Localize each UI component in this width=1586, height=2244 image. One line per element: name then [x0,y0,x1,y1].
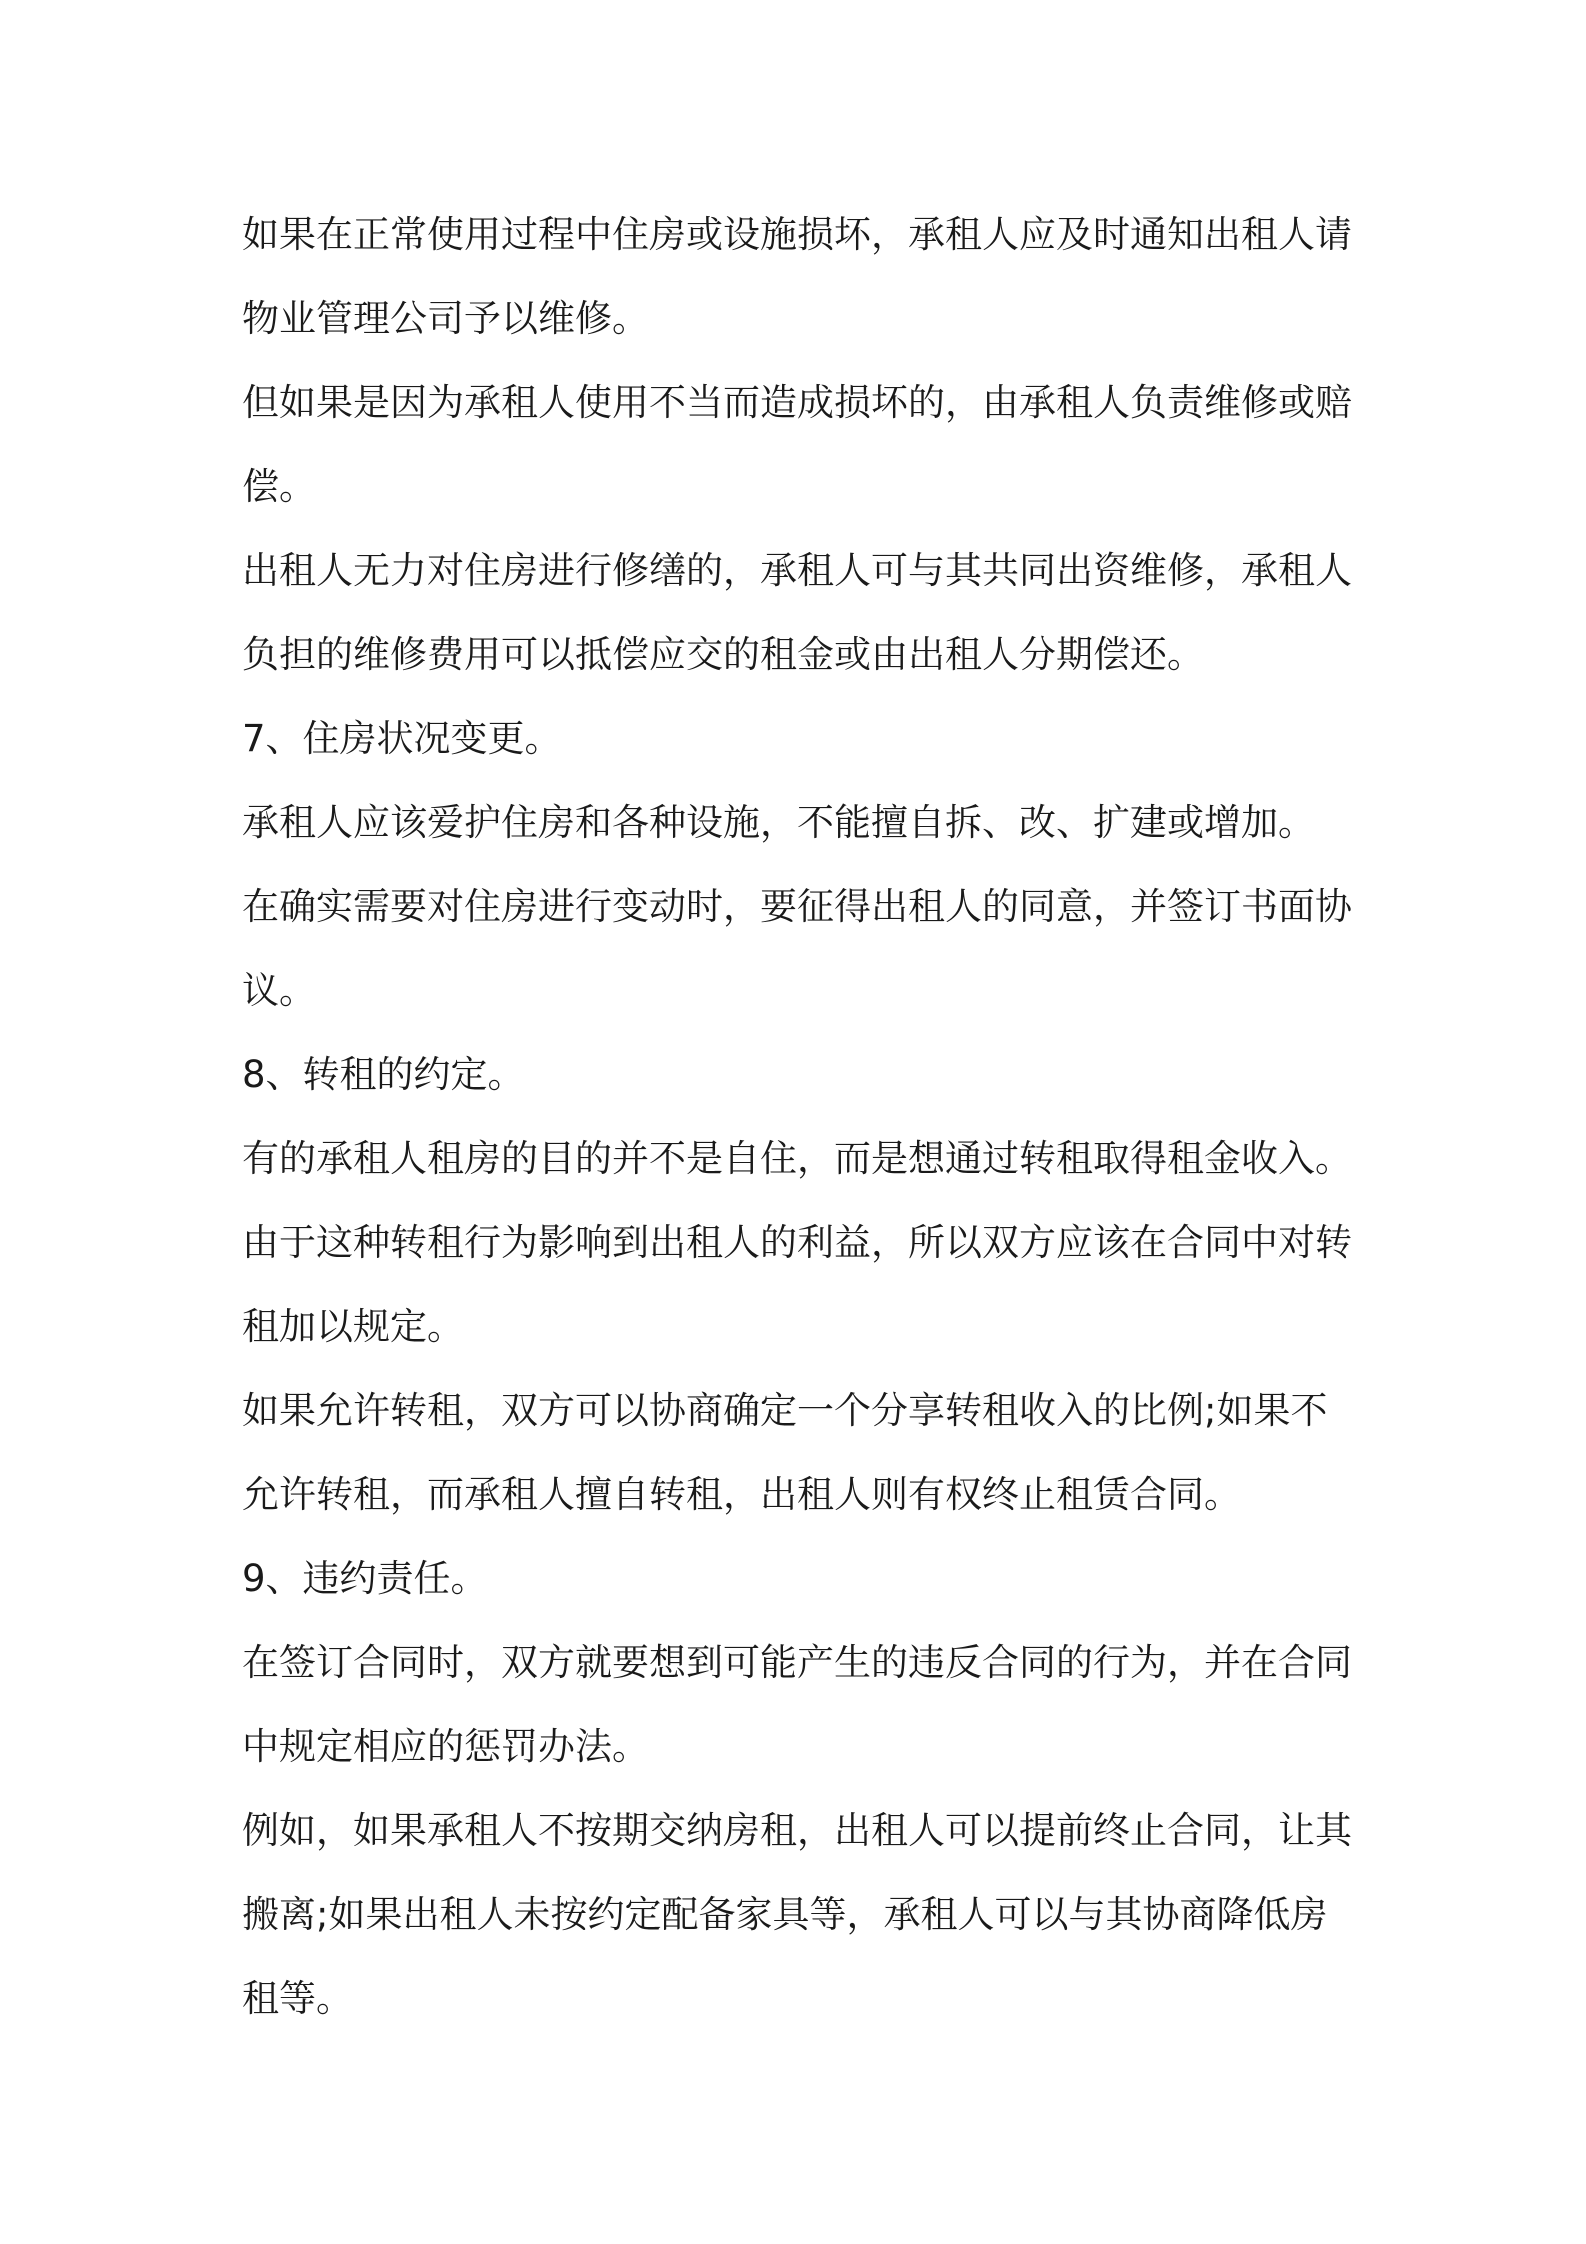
paragraph-tenant-damage [242,361,1362,529]
text-line: 在签订合同时，双方就要想到可能产生的违反合同的行为，并在合同 [242,1641,1352,1684]
paragraph-repair-notice [242,193,1362,361]
text-line: 有的承租人租房的目的并不是自住，而是想通过转租取得租金收入。 [242,1137,1352,1180]
paragraph-breach-examples [242,1789,1362,2041]
section-heading-8 [242,1033,1362,1117]
text-line: 允许转租，而承租人擅自转租，出租人则有权终止租赁合同。 [242,1473,1241,1516]
text-line: 但如果是因为承租人使用不当而造成损坏的，由承租人负责维修或赔 [242,381,1352,424]
paragraph-breach-penalty [242,1621,1362,1789]
paragraph-sublet-rules [242,1201,1362,1369]
heading-line: 7、住房状况变更。 [242,717,562,760]
text-line: 如果在正常使用过程中住房或设施损坏，承租人应及时通知出租人请 [242,213,1352,256]
paragraph-sublet-share [242,1369,1362,1537]
heading-line: 8、转租的约定。 [242,1053,525,1096]
paragraph-protect-housing [242,781,1362,865]
text-line: 负担的维修费用可以抵偿应交的租金或由出租人分期偿还。 [242,633,1204,676]
text-line: 由于这种转租行为影响到出租人的利益，所以双方应该在合同中对转 [242,1221,1352,1264]
text-line: 在确实需要对住房进行变动时，要征得出租人的同意，并签订书面协 [242,885,1352,928]
text-line: 租加以规定。 [242,1305,464,1348]
text-line: 偿。 [242,465,316,508]
paragraph-alteration-consent [242,865,1362,1033]
text-line: 例如，如果承租人不按期交纳房租，出租人可以提前终止合同，让其 [242,1809,1352,1852]
text-line: 承租人应该爱护住房和各种设施，不能擅自拆、改、扩建或增加。 [242,801,1315,844]
heading-line: 9、违约责任。 [242,1557,488,1600]
text-line: 中规定相应的惩罚办法。 [242,1725,649,1768]
text-line: 物业管理公司予以维修。 [242,297,649,340]
paragraph-sublet-purpose [242,1117,1362,1201]
section-heading-7 [242,697,1362,781]
text-line: 搬离;如果出租人未按约定配备家具等，承租人可以与其协商降低房 [242,1893,1328,1936]
text-line: 租等。 [242,1977,353,2020]
paragraph-joint-repair [242,529,1362,697]
text-line: 议。 [242,969,316,1012]
document-body [242,193,1362,2041]
text-line: 如果允许转租，双方可以协商确定一个分享转租收入的比例;如果不 [242,1389,1328,1432]
text-line: 出租人无力对住房进行修缮的，承租人可与其共同出资维修，承租人 [242,549,1352,592]
section-heading-9 [242,1537,1362,1621]
